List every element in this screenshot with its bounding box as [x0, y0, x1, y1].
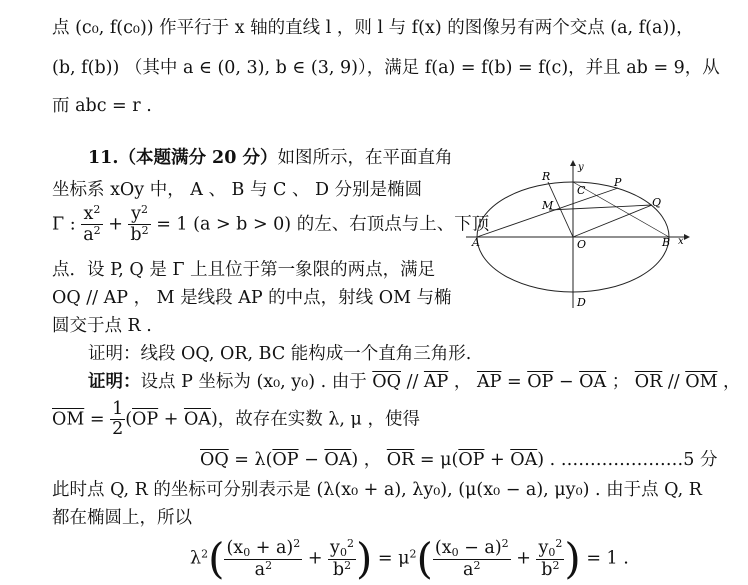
- problem-11-header: [88, 150, 453, 168]
- text-line-q: 此时点 Q, R 的坐标可分别表示是 (λ(x₀ + a), λy₀), (μ(x₀ − a), μy₀) . 由于点 Q, R: [52, 480, 702, 500]
- label-Q: Q: [652, 196, 662, 209]
- x-axis-arrow: [684, 234, 690, 240]
- label-y: y: [578, 162, 584, 173]
- final-equation-tail: = 1 .: [586, 548, 629, 569]
- label-M: M: [542, 199, 554, 212]
- text-line-1: 点 (c₀, f(c₀)) 作平行于 x 轴的直线 l ，则 l 与 f(x) 的图像另有两个交点 (a, f(a))，: [52, 18, 694, 38]
- fraction-x-over-a: $\frac{x^2}{a^2}$: [83, 203, 101, 246]
- problem-text-7: 证明：线段 OQ, OR, BC 能构成一个直角三角形.: [88, 344, 472, 364]
- problem-text-2: 坐标系 xOy 中， A 、 B 与 C 、 D 分别是椭圆: [52, 180, 423, 200]
- problem-text-5: OQ // AP ， M 是线段 AP 的中点，射线 OM 与椭: [52, 288, 452, 308]
- text-line-2: (b, f(b)) （其中 a ∈ (0, 3), b ∈ (3, 9)），满足 f(a) = f(b) = f(c)，并且 ab = 9，从: [52, 58, 720, 78]
- proof-line-2: $\overline{OM}$ = $\frac{1}{2}$ $(\overline{OP} + \overline{OA})$，故存在实数 λ, μ ，使得: [52, 399, 420, 440]
- y-axis-arrow: [570, 160, 576, 166]
- segment-OQ: [573, 205, 652, 237]
- label-R: R: [542, 170, 551, 183]
- label-x: x: [678, 236, 684, 247]
- label-A: A: [472, 236, 480, 249]
- label-O: O: [577, 238, 587, 251]
- label-D: D: [577, 296, 586, 309]
- label-C: C: [577, 184, 586, 197]
- problem-score-header: （本题满分 20 分）: [118, 148, 278, 168]
- score-marker: …………………5 分: [560, 450, 718, 470]
- fraction-y-over-b: $\frac{y^2}{b^2}$: [130, 203, 149, 246]
- segment-BC: [573, 182, 669, 237]
- label-B: B: [662, 236, 671, 249]
- final-equation: $\lambda^2$( $\frac{(x_0 + a)^2}{a^2}$ + $\frac{y_0^2}{b^2}$ ) = $\mu^2$( $\frac{(x_0 - a)^2}{a^2}$ + $\frac{y_0^2}{b^2}$ ) = 1 .: [190, 534, 629, 584]
- proof-label: 证明：: [88, 372, 141, 392]
- proof-line-3: $\overline{OQ} = \lambda(\overline{OP} - \overline{OA})$ ， $\overline{OR} = \mu(\overline{OP} + \overline{OA})$ . …………………5 分: [200, 450, 718, 470]
- fraction-one-half: $\frac{1}{2}$: [112, 399, 124, 440]
- problem-text-6: 圆交于点 R .: [52, 316, 152, 336]
- problem-text-4: 点．设 P, Q 是 Γ 上且位于第一象限的两点，满足: [52, 260, 436, 280]
- ellipse-equation-line: Γ : $\frac{x^2}{a^2}$ + $\frac{y^2}{b^2}$ = 1 (a > b > 0) 的左、右顶点与上、下顶: [52, 203, 490, 246]
- proof-text-2: ，故存在实数 λ, μ ，使得: [217, 409, 420, 430]
- proof-text-1: 设点 P 坐标为 (x₀, y₀) . 由于: [140, 372, 367, 392]
- ellipse-diagram: [466, 160, 706, 310]
- label-P: P: [614, 176, 622, 189]
- text-line-r: 都在椭圆上，所以: [52, 508, 192, 528]
- problem-number: 11.: [88, 148, 119, 168]
- segment-MQ: [549, 205, 652, 210]
- text-line-3: 而 abc = r .: [52, 96, 152, 116]
- gamma-label: Γ :: [52, 214, 76, 235]
- vector-ap: $\overline{AP}$: [423, 372, 449, 392]
- problem-text-1: 如图所示，在平面直角: [277, 148, 453, 168]
- vector-oq: $\overline{OQ}$: [372, 372, 401, 392]
- ellipse-equation-tail: = 1 (a > b > 0) 的左、右顶点与上、下顶: [156, 214, 490, 235]
- proof-line-1: 证明：设点 P 坐标为 (x₀, y₀) . 由于 $\overline{OQ} // \overline{AP}$ ， $\overline{AP} = \overline{OP} - \overline{OA}$ ； $\overline{OR} // \overline{OM}$ ，: [88, 372, 741, 392]
